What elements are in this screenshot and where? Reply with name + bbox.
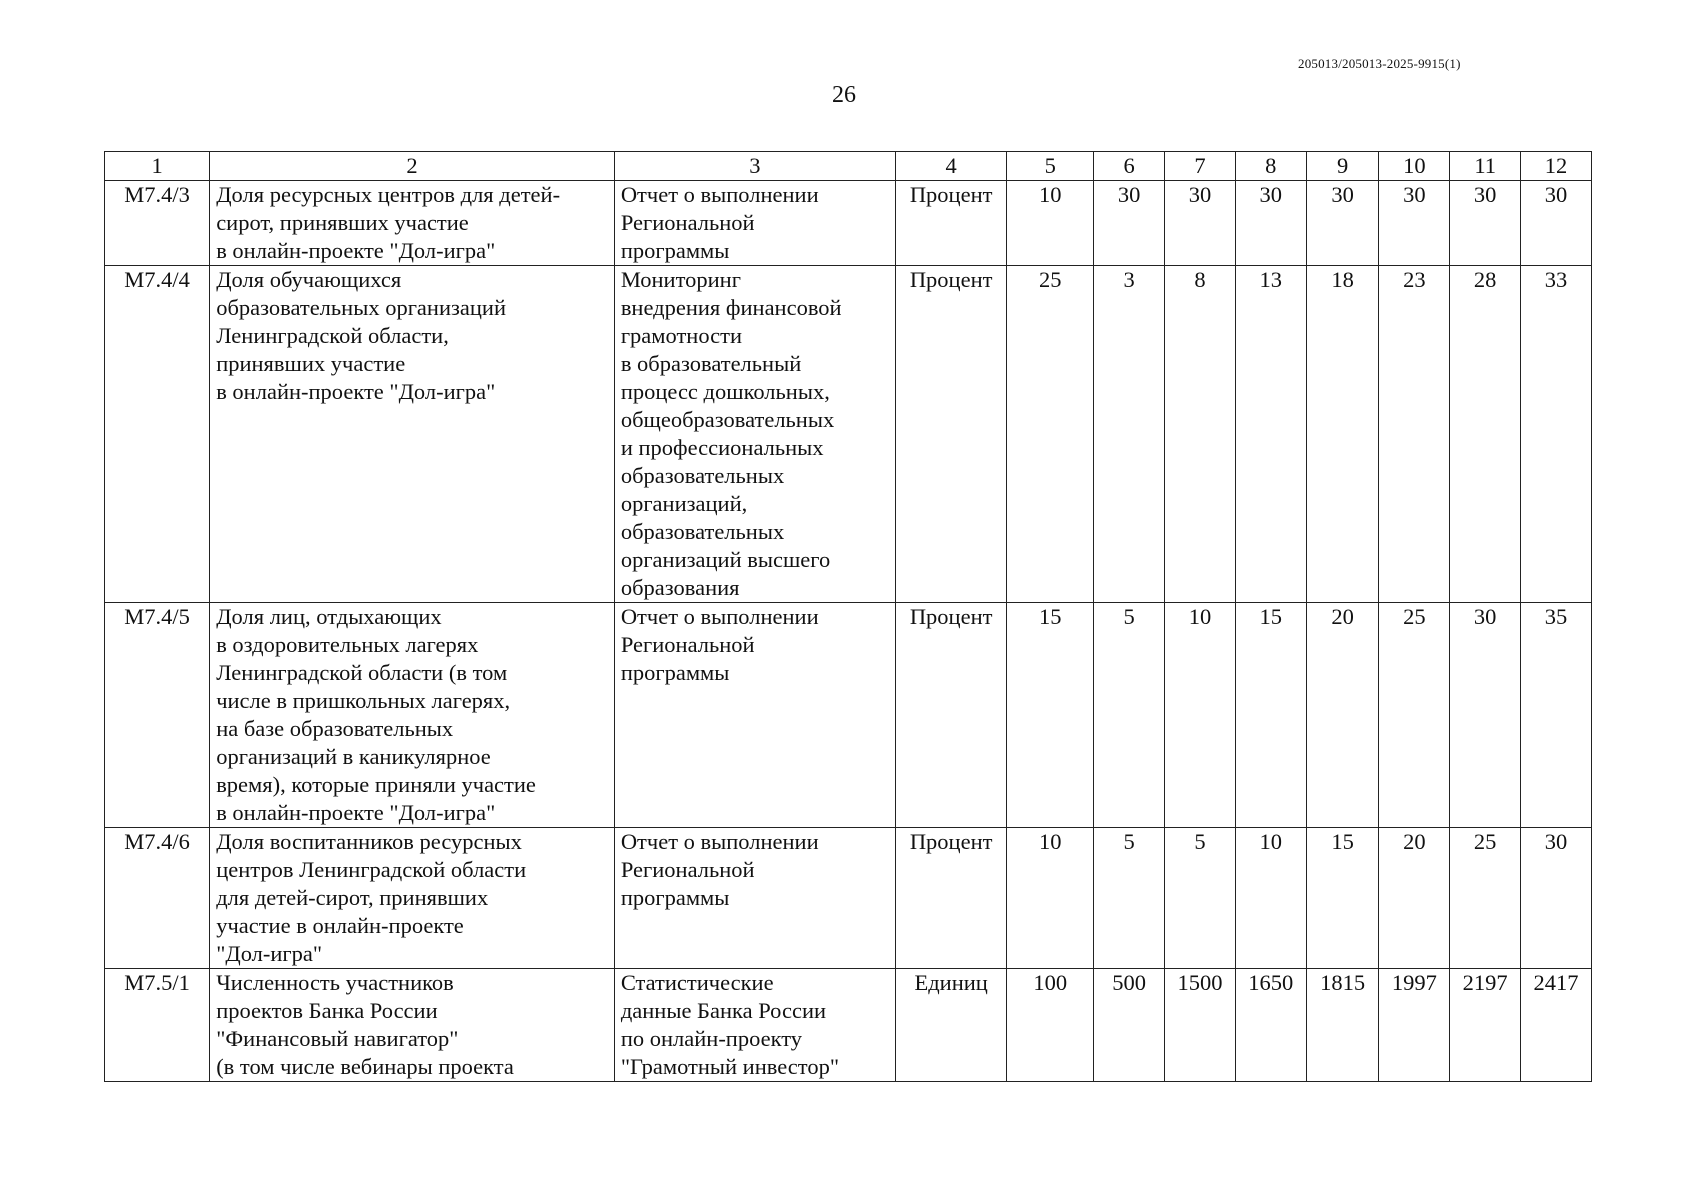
table-row xyxy=(105,969,1592,1082)
indicator-name xyxy=(210,181,615,266)
indicators-table xyxy=(104,151,1592,1082)
value-cell: 15 xyxy=(1235,603,1306,828)
value-cell: 30 xyxy=(1521,828,1592,969)
value-cell: 100 xyxy=(1007,969,1094,1082)
indicator-name-line: "Дол-игра" xyxy=(216,941,323,966)
value-cell: 25 xyxy=(1450,828,1521,969)
indicator-name-line: числе в пришкольных лагерях, xyxy=(216,688,511,713)
value-cell: 13 xyxy=(1235,266,1306,603)
data-source-line: программы xyxy=(620,238,730,263)
value-cell: 3 xyxy=(1094,266,1165,603)
data-source-line: Мониторинг xyxy=(620,267,741,292)
data-source-line: и профессиональных xyxy=(620,435,824,460)
data-source-line: Региональной xyxy=(620,210,755,235)
indicator-name-line: центров Ленинградской области xyxy=(216,857,527,882)
indicator-name-line: в оздоровительных лагерях xyxy=(216,632,479,657)
data-source-line: в образовательный xyxy=(620,351,802,376)
table-row xyxy=(105,603,1592,828)
data-source-line: образовательных xyxy=(620,519,785,544)
indicator-code: М7.5/1 xyxy=(105,969,210,1082)
indicator-name-line: для детей-сирот, принявших xyxy=(216,885,489,910)
data-source-line: "Грамотный инвестор" xyxy=(620,1054,840,1079)
value-cell: 2197 xyxy=(1450,969,1521,1082)
value-cell: 1815 xyxy=(1306,969,1379,1082)
indicator-code: М7.4/6 xyxy=(105,828,210,969)
header-cell: 10 xyxy=(1379,152,1450,181)
data-source-line: Отчет о выполнении xyxy=(620,829,819,854)
value-cell: 30 xyxy=(1094,181,1165,266)
unit: Процент xyxy=(896,181,1007,266)
indicator-name-line: Доля ресурсных центров для детей- xyxy=(216,182,561,207)
unit: Процент xyxy=(896,603,1007,828)
header-cell: 1 xyxy=(105,152,210,181)
data-source-line: процесс дошкольных, xyxy=(620,379,830,404)
header-cell: 11 xyxy=(1450,152,1521,181)
indicator-code: М7.4/4 xyxy=(105,266,210,603)
indicator-name-line: Численность участников xyxy=(216,970,454,995)
value-cell: 23 xyxy=(1379,266,1450,603)
indicator-name-line: организаций в каникулярное xyxy=(216,744,491,769)
indicator-name xyxy=(210,266,615,603)
data-source-line: образовательных xyxy=(620,463,785,488)
indicator-name-line: принявших участие xyxy=(216,351,406,376)
data-source xyxy=(614,181,895,266)
indicator-name xyxy=(210,603,615,828)
header-cell: 12 xyxy=(1521,152,1592,181)
data-source xyxy=(614,969,895,1082)
indicator-name xyxy=(210,828,615,969)
page-number: 26 xyxy=(832,82,856,108)
indicator-name-line: Доля воспитанников ресурсных xyxy=(216,829,522,854)
value-cell: 20 xyxy=(1379,828,1450,969)
value-cell: 30 xyxy=(1379,181,1450,266)
document-id: 205013/205013-2025-9915(1) xyxy=(1298,56,1461,71)
value-cell: 15 xyxy=(1306,828,1379,969)
value-cell: 25 xyxy=(1007,266,1094,603)
value-cell: 33 xyxy=(1521,266,1592,603)
header-cell: 4 xyxy=(896,152,1007,181)
value-cell: 1650 xyxy=(1235,969,1306,1082)
indicator-name-line: проектов Банка России xyxy=(216,998,438,1023)
indicator-name-line: Ленинградской области, xyxy=(216,323,449,348)
data-source-line: грамотности xyxy=(620,323,743,348)
header-cell: 3 xyxy=(614,152,895,181)
value-cell: 10 xyxy=(1007,181,1094,266)
indicator-name-line: (в том числе вебинары проекта xyxy=(216,1054,514,1079)
value-cell: 30 xyxy=(1165,181,1236,266)
value-cell: 30 xyxy=(1521,181,1592,266)
value-cell: 15 xyxy=(1007,603,1094,828)
value-cell: 5 xyxy=(1094,828,1165,969)
value-cell: 10 xyxy=(1007,828,1094,969)
indicator-name-line: время), которые приняли участие xyxy=(216,772,536,797)
indicator-name-line: на базе образовательных xyxy=(216,716,454,741)
value-cell: 28 xyxy=(1450,266,1521,603)
header-cell: 7 xyxy=(1165,152,1236,181)
indicator-name-line: в онлайн-проекте "Дол-игра" xyxy=(216,800,496,825)
table-row xyxy=(105,181,1592,266)
indicator-name-line: образовательных организаций xyxy=(216,295,506,320)
header-cell: 2 xyxy=(210,152,615,181)
data-source-line: по онлайн-проекту xyxy=(620,1026,803,1051)
value-cell: 10 xyxy=(1235,828,1306,969)
header-cell: 5 xyxy=(1007,152,1094,181)
data-source-line: внедрения финансовой xyxy=(620,295,842,320)
indicator-name-line: Ленинградской области (в том xyxy=(216,660,508,685)
indicator-name-line: Доля лиц, отдыхающих xyxy=(216,604,442,629)
value-cell: 500 xyxy=(1094,969,1165,1082)
indicator-name-line: сирот, принявших участие xyxy=(216,210,469,235)
value-cell: 1997 xyxy=(1379,969,1450,1082)
data-source-line: Статистические xyxy=(620,970,774,995)
value-cell: 30 xyxy=(1450,603,1521,828)
data-source-line: Отчет о выполнении xyxy=(620,182,819,207)
value-cell: 30 xyxy=(1450,181,1521,266)
value-cell: 35 xyxy=(1521,603,1592,828)
data-source-line: Региональной xyxy=(620,857,755,882)
value-cell: 1500 xyxy=(1165,969,1236,1082)
value-cell: 20 xyxy=(1306,603,1379,828)
table-row xyxy=(105,828,1592,969)
value-cell: 5 xyxy=(1165,828,1236,969)
header-cell: 8 xyxy=(1235,152,1306,181)
data-source-line: Региональной xyxy=(620,632,755,657)
value-cell: 5 xyxy=(1094,603,1165,828)
header-cell: 9 xyxy=(1306,152,1379,181)
unit: Единиц xyxy=(896,969,1007,1082)
indicator-name-line: в онлайн-проекте "Дол-игра" xyxy=(216,238,496,263)
value-cell: 30 xyxy=(1306,181,1379,266)
table-header-row xyxy=(105,152,1592,181)
data-source xyxy=(614,828,895,969)
data-source-line: организаций, xyxy=(620,491,748,516)
data-source xyxy=(614,266,895,603)
value-cell: 2417 xyxy=(1521,969,1592,1082)
value-cell: 30 xyxy=(1235,181,1306,266)
indicator-name-line: Доля обучающихся xyxy=(216,267,402,292)
header-cell: 6 xyxy=(1094,152,1165,181)
indicator-name-line: участие в онлайн-проекте xyxy=(216,913,464,938)
data-source-line: Отчет о выполнении xyxy=(620,604,819,629)
value-cell: 25 xyxy=(1379,603,1450,828)
data-source xyxy=(614,603,895,828)
data-source-line: общеобразовательных xyxy=(620,407,835,432)
value-cell: 18 xyxy=(1306,266,1379,603)
unit: Процент xyxy=(896,828,1007,969)
value-cell: 8 xyxy=(1165,266,1236,603)
indicator-name xyxy=(210,969,615,1082)
table-row xyxy=(105,266,1592,603)
indicator-code: М7.4/5 xyxy=(105,603,210,828)
indicator-name-line: в онлайн-проекте "Дол-игра" xyxy=(216,379,496,404)
indicator-name-line: "Финансовый навигатор" xyxy=(216,1026,459,1051)
data-source-line: данные Банка России xyxy=(620,998,827,1023)
data-source-line: программы xyxy=(620,660,730,685)
indicator-code: М7.4/3 xyxy=(105,181,210,266)
unit: Процент xyxy=(896,266,1007,603)
value-cell: 10 xyxy=(1165,603,1236,828)
data-source-line: программы xyxy=(620,885,730,910)
data-source-line: образования xyxy=(620,575,740,600)
data-source-line: организаций высшего xyxy=(620,547,831,572)
